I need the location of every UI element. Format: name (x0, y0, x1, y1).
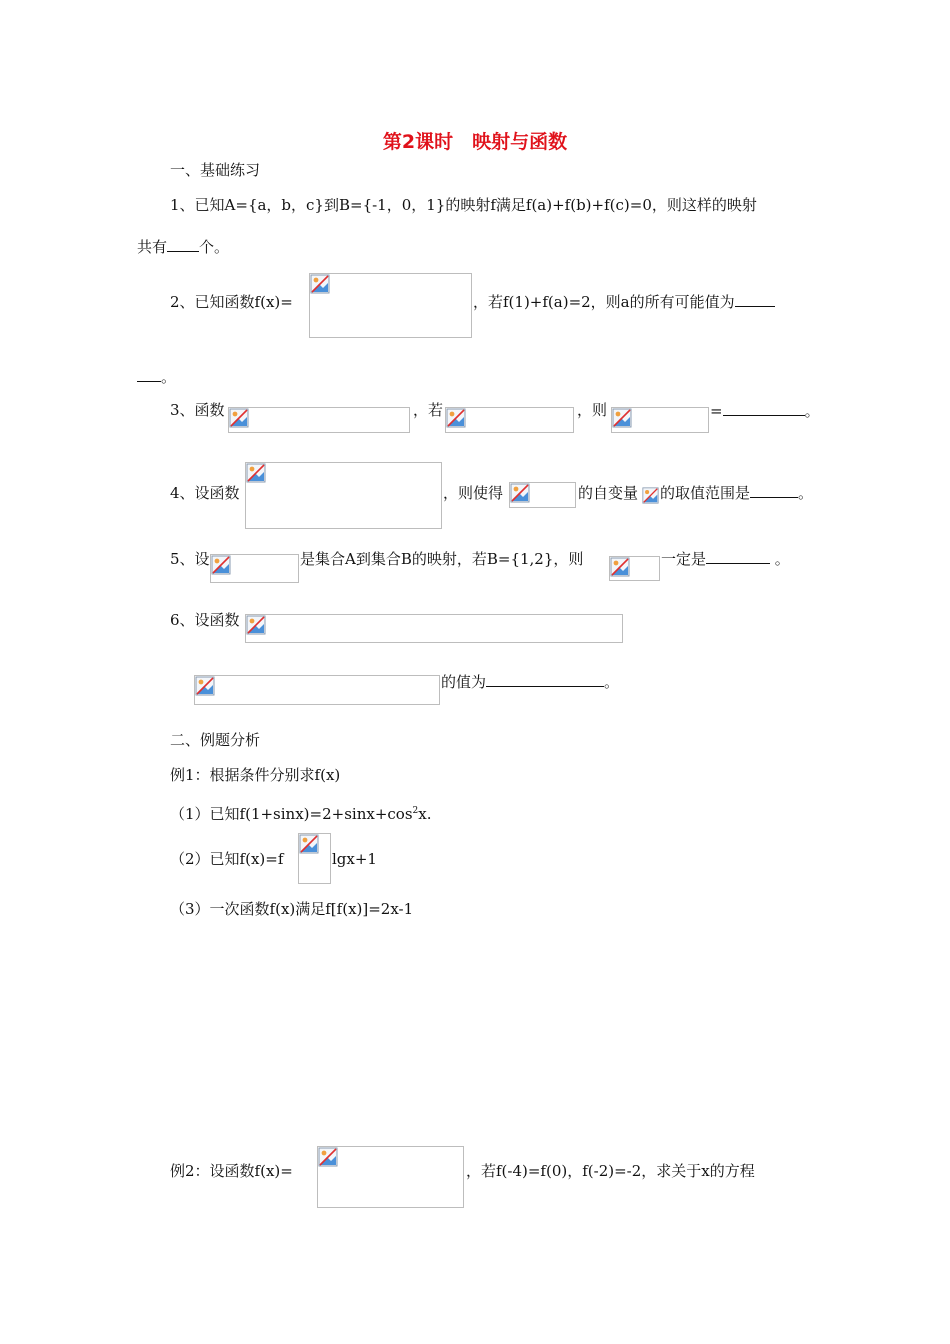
answer-blank (486, 672, 604, 687)
example-1-part-2-suffix: lgx+1 (332, 850, 377, 868)
example-2-text: ，若f(-4)=f(0)，f(-2)=-2，求关于x的方程 (466, 1162, 755, 1180)
broken-image-icon (299, 834, 319, 854)
broken-image-icon (310, 274, 330, 294)
example-1-heading: 例1：根据条件分别求f(x) (170, 766, 341, 784)
question-5-text: 是集合A到集合B的映射，若B={1,2}，则 (300, 550, 584, 568)
question-2-end: 。 (161, 368, 177, 386)
section-heading-examples: 二、例题分析 (170, 731, 261, 749)
question-4-range (660, 483, 813, 503)
answer-blank (706, 549, 770, 564)
broken-image-icon (446, 408, 466, 428)
formula-image-q5-mapping (210, 554, 299, 583)
formula-image-q3-expression (611, 407, 709, 433)
formula-image-q6-expression (194, 675, 440, 705)
question-2-text (473, 292, 775, 312)
broken-image-icon (195, 676, 215, 696)
question-3-prefix: 3、函数 (170, 401, 225, 419)
question-2-continuation (137, 367, 176, 387)
answer-blank (723, 401, 805, 416)
page-title: 第2课时 映射与函数 (382, 131, 568, 153)
example-1-part-1 (170, 801, 432, 824)
formula-image-q3-function (228, 407, 410, 433)
formula-image-q4-function (245, 462, 442, 529)
answer-blank (735, 292, 775, 307)
question-4-text: ，则使得 (443, 484, 504, 502)
question-5-end: 。 (774, 550, 790, 568)
broken-image-icon (246, 463, 266, 483)
question-3-end: 。 (804, 402, 820, 420)
example-1-part-3: （3）一次函数f(x)满足f[f(x)]=2x-1 (170, 900, 414, 918)
question-5-answer (661, 549, 790, 569)
formula-image-example-2-function (317, 1146, 464, 1208)
answer-blank (750, 483, 798, 498)
broken-image-icon (246, 615, 266, 635)
question-6-end: 。 (604, 673, 620, 691)
question-2-condition: ，若f(1)+f(a)=2，则a的所有可能值为 (473, 293, 735, 311)
broken-image-icon (318, 1147, 338, 1167)
example-1-part-2-prefix: （2）已知f(x)=f (170, 850, 284, 868)
formula-image-q5-set (609, 556, 660, 581)
question-1-line-1: 1、已知A={a，b，c}到B={-1，0，1}的映射f满足f(a)+f(b)+f(c)=0，则这样的映射 (170, 196, 757, 214)
formula-image-q3-condition (445, 407, 574, 433)
question-6-prefix: 6、设函数 (170, 611, 240, 629)
question-4-variable-label: 的自变量 (578, 484, 639, 502)
formula-image-q6-function (245, 614, 623, 643)
question-3-then: ，则 (577, 401, 608, 419)
exponent: 2 (412, 806, 419, 816)
question-6-answer (441, 672, 619, 692)
question-1-line-2 (137, 237, 229, 257)
question-6-answer-text: 的值为 (441, 673, 487, 691)
formula-image-q2 (309, 273, 472, 338)
broken-image-icon (229, 408, 249, 428)
section-heading-basic-practice: 一、基础练习 (170, 161, 261, 179)
formula-image-q4-variable (642, 487, 659, 504)
question-1-text: 共有 (137, 238, 168, 256)
question-5-answer-text: 一定是 (661, 550, 707, 568)
question-4-range-text: 的取值范围是 (660, 484, 751, 502)
example-2-prefix: 例2：设函数f(x)= (170, 1162, 293, 1180)
question-2-prefix: 2、已知函数f(x)= (170, 293, 293, 311)
question-3-if: ，若 (413, 401, 444, 419)
question-4-end: 。 (798, 484, 814, 502)
answer-blank (167, 237, 199, 252)
example-1-part-1-text: （1）已知f(1+sinx)=2+sinx+cos (170, 805, 413, 823)
broken-image-icon (510, 483, 530, 503)
question-3-answer (710, 401, 820, 421)
example-1-part-1-end: x. (418, 805, 432, 823)
question-5-prefix: 5、设 (170, 550, 210, 568)
question-1-text-end: 个。 (199, 238, 230, 256)
broken-image-icon (211, 555, 231, 575)
question-4-prefix: 4、设函数 (170, 484, 240, 502)
broken-image-icon (610, 557, 630, 577)
answer-blank (137, 367, 161, 382)
broken-image-icon (612, 408, 632, 428)
equals-sign: = (710, 402, 723, 420)
broken-image-icon (642, 487, 659, 504)
formula-image-q4-inequality (509, 482, 576, 508)
formula-image-example-1-fraction (298, 833, 331, 884)
